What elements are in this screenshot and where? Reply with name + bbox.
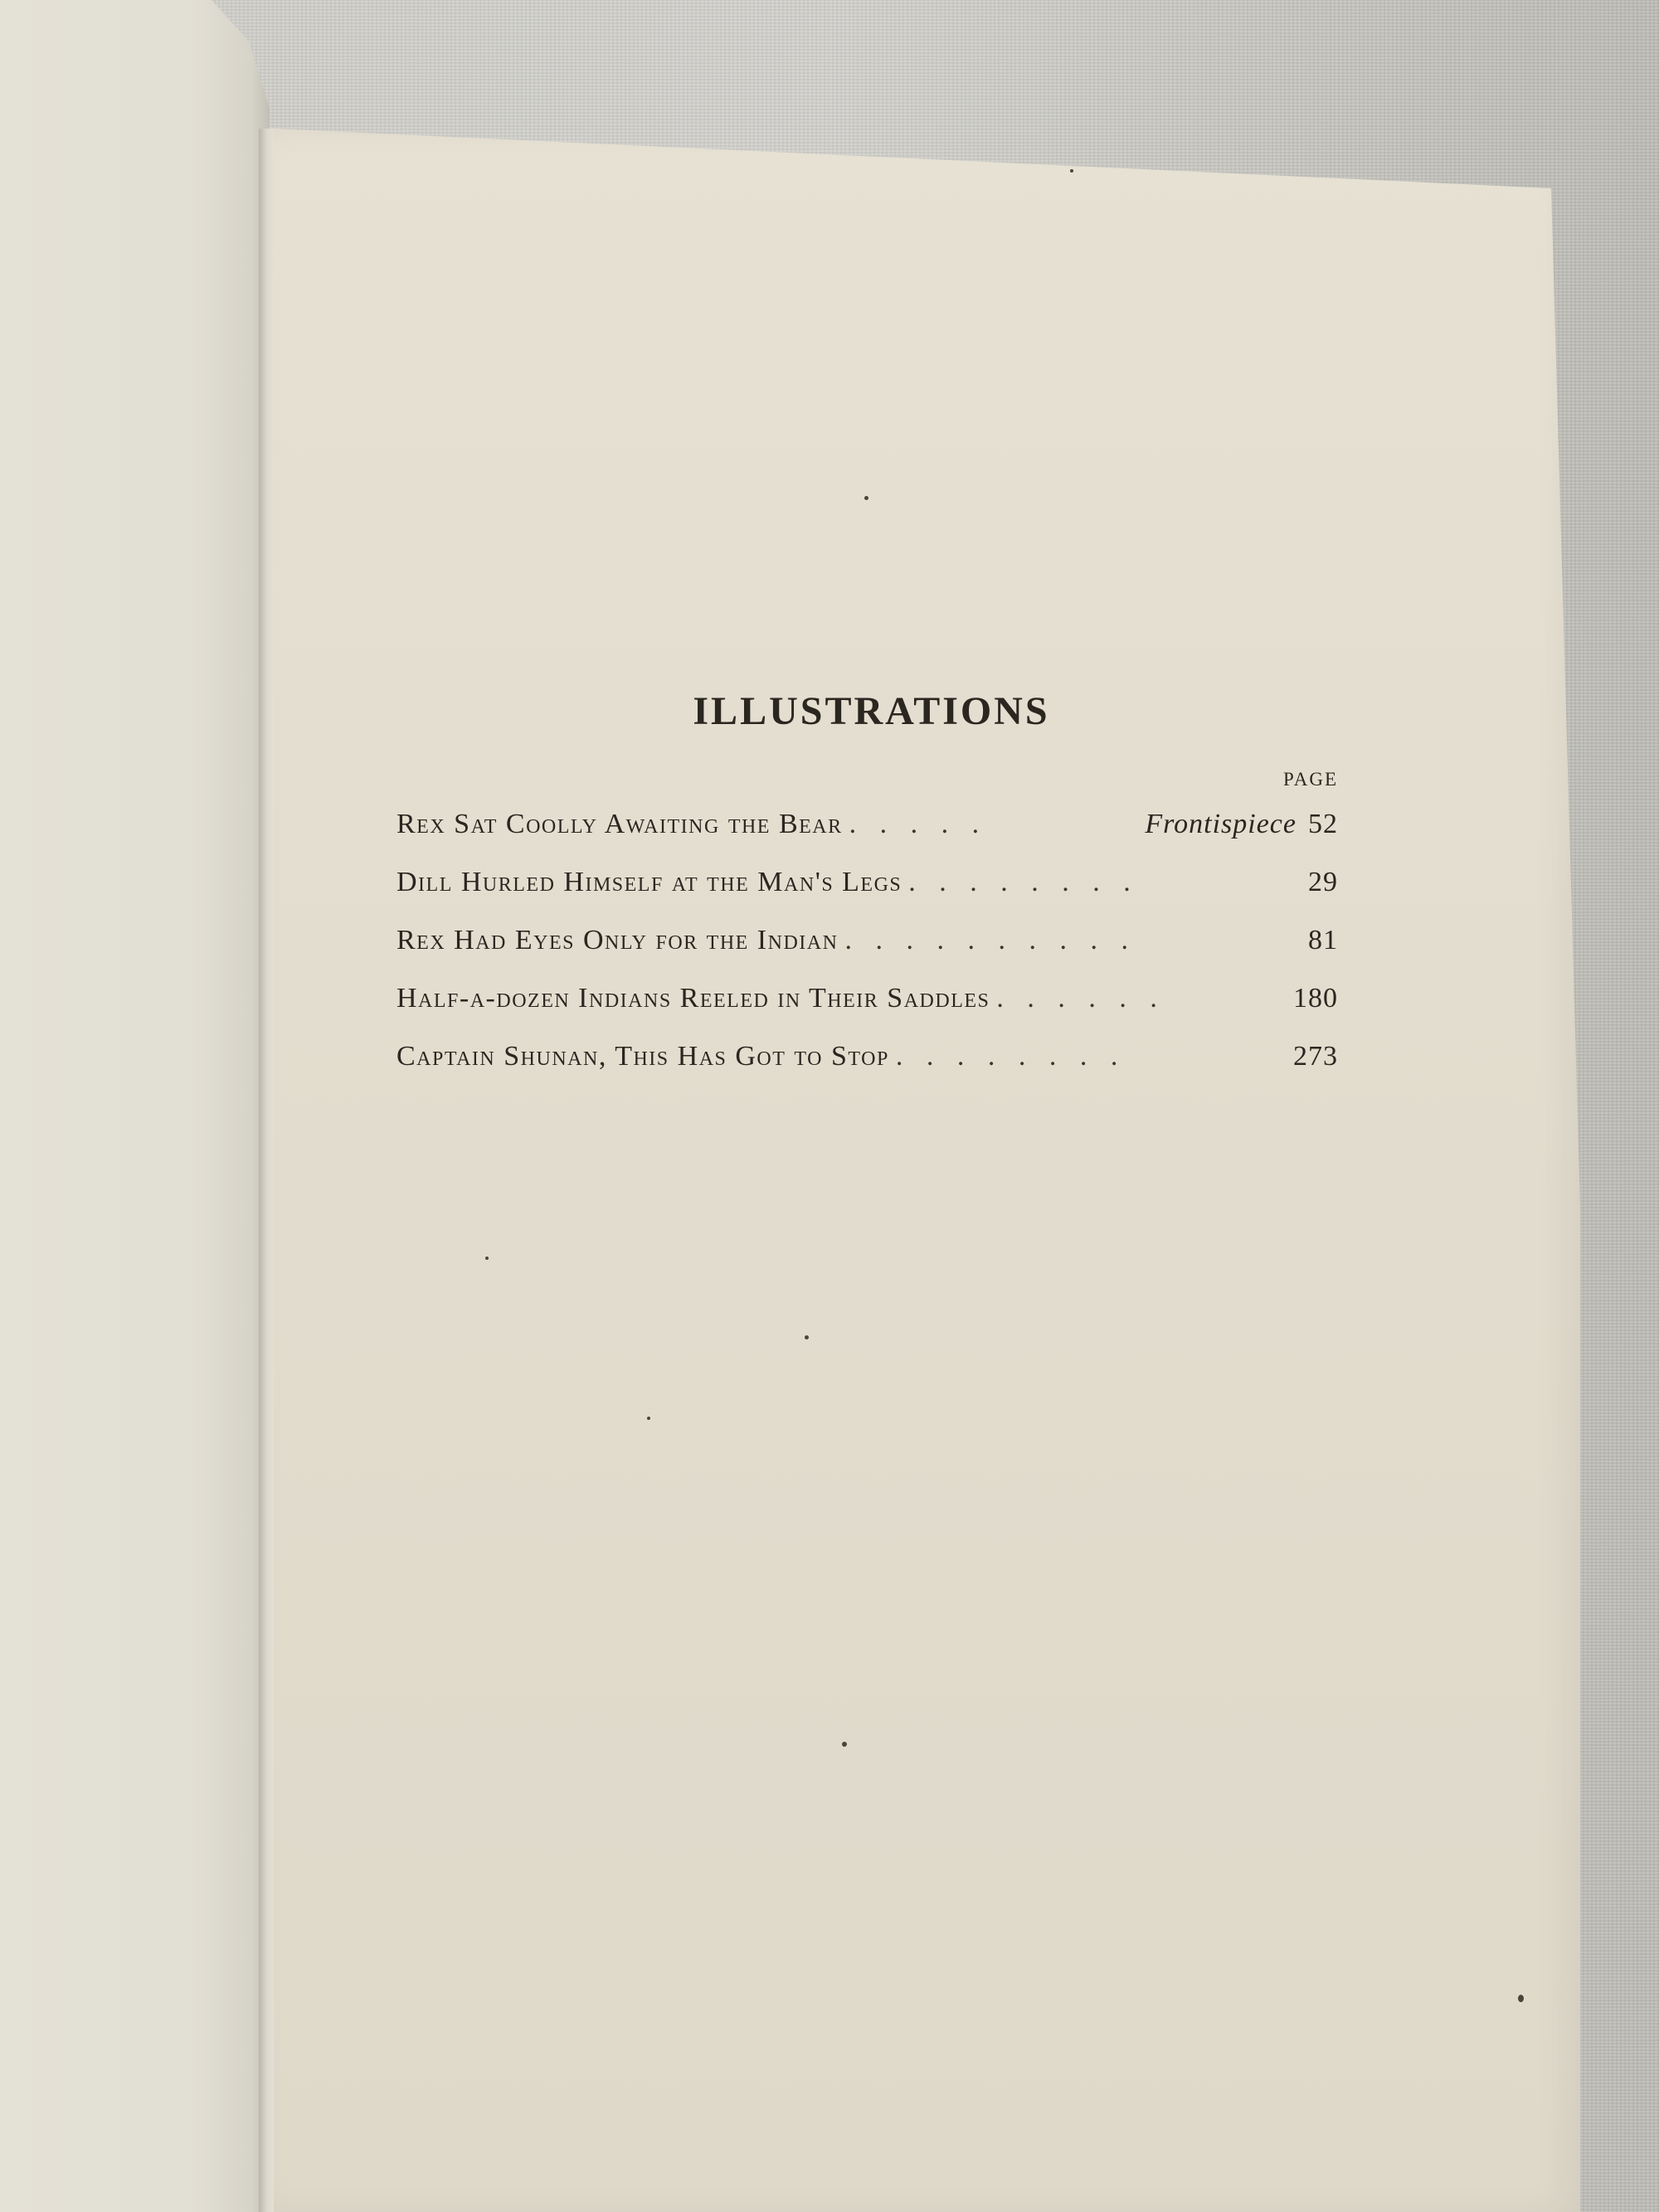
illustration-entry [397,867,1338,925]
left-page [0,0,274,2212]
leader-dots: . . . . . . . . . . [844,925,1136,955]
entry-note: Frontispiece [1145,809,1297,839]
leader-dots: . . . . . . . . [895,1041,1126,1072]
entry-title: Dill Hurled Himself at the Man's Legs [397,867,902,897]
entry-page: 29 [1308,867,1338,897]
leader-dots: . . . . . [849,809,988,839]
paper-speck [864,496,868,500]
entry-title: Rex Had Eyes Only for the Indian [397,925,839,955]
right-page [274,129,1580,2212]
entry-page: 180 [1293,983,1338,1014]
paper-speck [647,1417,650,1420]
paper-speck [485,1257,489,1260]
entry-page: 273 [1293,1041,1338,1072]
illustration-entry [397,809,1338,867]
paper-speck [1518,1995,1524,2002]
leader-dots: . . . . . . . . [908,867,1139,897]
entry-title: Captain Shunan, This Has Got to Stop [397,1041,889,1072]
page-column-label: PAGE [1283,769,1338,790]
page-title: ILLUSTRATIONS [693,689,1050,733]
paper-speck [1070,169,1073,173]
entry-title: Rex Sat Coolly Awaiting the Bear [397,809,843,839]
entry-title: Half-a-dozen Indians Reeled in Their Saddles [397,983,990,1014]
paper-speck [842,1742,847,1747]
illustration-entry [397,925,1338,983]
leader-dots: . . . . . . [996,983,1165,1014]
illustrations-list [397,688,1338,1099]
illustration-entry [397,983,1338,1041]
entry-page: 81 [1308,925,1338,955]
illustration-entry [397,1041,1338,1099]
entry-page: 52 [1308,809,1338,839]
paper-speck [805,1335,809,1339]
